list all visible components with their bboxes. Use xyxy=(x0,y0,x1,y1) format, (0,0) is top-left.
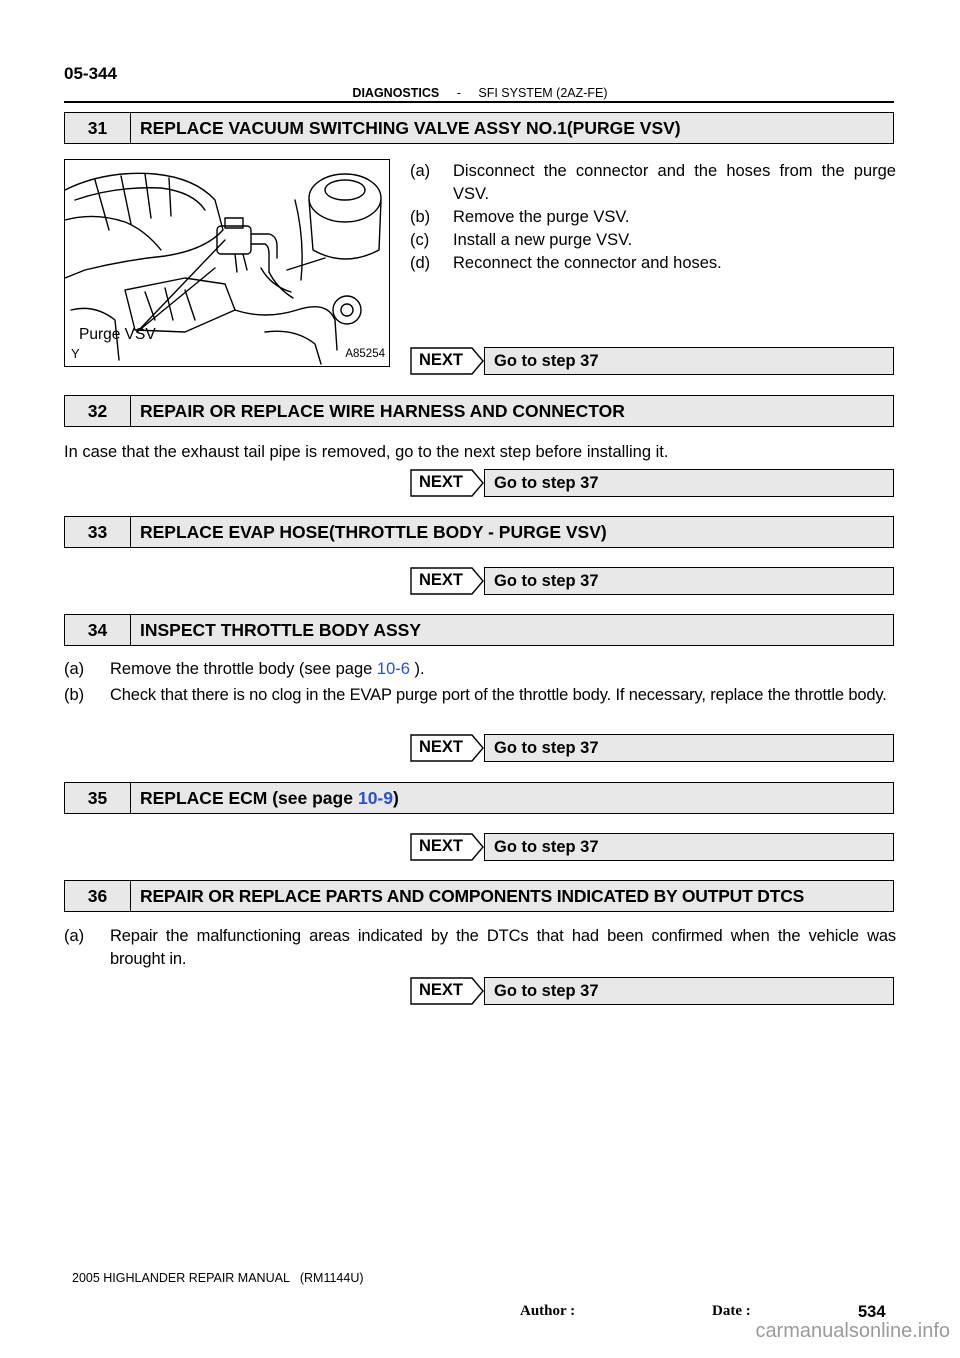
item-text: Install a new purge VSV. xyxy=(453,231,633,249)
item-text-after: ). xyxy=(409,660,425,678)
next-button[interactable] xyxy=(410,347,484,375)
list-item xyxy=(410,252,896,275)
next-label: NEXT xyxy=(419,351,464,369)
header-rule xyxy=(64,101,894,103)
step-number: 32 xyxy=(65,396,131,426)
step-title xyxy=(131,783,893,813)
next-label: NEXT xyxy=(419,837,464,855)
item-label: (b) xyxy=(64,686,85,704)
list-item xyxy=(64,925,896,971)
item-text: Remove the purge VSV. xyxy=(453,208,630,226)
next-button[interactable] xyxy=(410,833,484,861)
step-note: In case that the exhaust tail pipe is removed, go to the next step before installing it. xyxy=(64,443,669,461)
footer-page-number: 534 xyxy=(858,1303,886,1321)
step-33-header xyxy=(64,516,894,548)
item-text xyxy=(110,658,425,681)
step-title: INSPECT THROTTLE BODY ASSY xyxy=(140,619,421,640)
item-label: (a) xyxy=(64,927,85,945)
item-text: Disconnect the connector and the hoses from the purge VSV. xyxy=(453,162,896,203)
next-label: NEXT xyxy=(419,571,464,589)
list-item xyxy=(64,658,896,681)
header-subsection: SFI SYSTEM (2AZ-FE) xyxy=(478,86,608,100)
item-text: Reconnect the connector and hoses. xyxy=(453,254,722,272)
figure-y-mark: Y xyxy=(71,346,80,361)
step-title-before: REPLACE ECM (see page xyxy=(140,787,353,808)
page-link[interactable]: 10-9 xyxy=(357,787,393,808)
step-31-header xyxy=(64,112,894,144)
watermark: carmanualsonline.info xyxy=(755,1320,950,1342)
item-text-before: Remove the throttle body (see page xyxy=(110,660,377,678)
next-row xyxy=(410,977,894,1005)
item-label: (a) xyxy=(64,660,85,678)
next-row xyxy=(410,734,894,762)
step-title: REPLACE EVAP HOSE(THROTTLE BODY - PURGE VSV) xyxy=(140,521,607,542)
list-item xyxy=(410,160,896,206)
goto-step-link[interactable]: Go to step 37 xyxy=(484,469,894,497)
list-item xyxy=(64,684,896,730)
header-section: DIAGNOSTICS xyxy=(352,86,440,100)
next-button[interactable] xyxy=(410,734,484,762)
step-35-header xyxy=(64,782,894,814)
step-number: 31 xyxy=(65,113,131,143)
next-label: NEXT xyxy=(419,473,464,491)
step-number: 36 xyxy=(65,881,131,911)
item-text: Repair the malfunctioning areas indicated by the DTCs that had been confirmed when the vehicle was brought in. xyxy=(110,927,896,968)
item-label: (b) xyxy=(410,208,431,226)
header-dash: - xyxy=(456,86,461,100)
goto-step-link[interactable]: Go to step 37 xyxy=(484,977,894,1005)
item-text: Check that there is no clog in the EVAP purge port of the throttle body. If necessary, replace the throttle body. xyxy=(110,686,887,704)
step-34-header xyxy=(64,614,894,646)
goto-step-link[interactable]: Go to step 37 xyxy=(484,567,894,595)
next-label: NEXT xyxy=(419,981,464,999)
step-number: 35 xyxy=(65,783,131,813)
page-link[interactable]: 10-6 xyxy=(376,660,410,678)
next-row xyxy=(410,833,894,861)
step-title: REPAIR OR REPLACE PARTS AND COMPONENTS INDICATED BY OUTPUT DTCS xyxy=(140,885,805,906)
step-number: 34 xyxy=(65,615,131,645)
goto-step-link[interactable]: Go to step 37 xyxy=(484,734,894,762)
next-label: NEXT xyxy=(419,738,464,756)
list-item xyxy=(410,229,896,252)
purge-vsv-illustration xyxy=(64,159,390,367)
step-title: REPAIR OR REPLACE WIRE HARNESS AND CONNECTOR xyxy=(140,400,625,421)
figure-code: A85254 xyxy=(345,348,385,360)
purge-vsv-callout: Purge VSV xyxy=(79,326,156,343)
item-label: (c) xyxy=(410,231,430,249)
list-item xyxy=(410,206,896,229)
footer-author-label: Author : xyxy=(520,1303,576,1319)
next-row xyxy=(410,469,894,497)
footer-manual-title: 2005 HIGHLANDER REPAIR MANUAL (RM1144U) xyxy=(72,1271,364,1285)
footer-date-label: Date : xyxy=(712,1303,751,1319)
next-button[interactable] xyxy=(410,469,484,497)
next-row xyxy=(410,567,894,595)
step-title-after: ) xyxy=(393,787,399,808)
step-36-header xyxy=(64,880,894,912)
step-32-header xyxy=(64,395,894,427)
goto-step-link[interactable]: Go to step 37 xyxy=(484,833,894,861)
item-label: (d) xyxy=(410,254,431,272)
next-row xyxy=(410,347,894,375)
goto-step-link[interactable]: Go to step 37 xyxy=(484,347,894,375)
next-button[interactable] xyxy=(410,977,484,1005)
step-title: REPLACE VACUUM SWITCHING VALVE ASSY NO.1(PURGE VSV) xyxy=(140,117,681,138)
next-button[interactable] xyxy=(410,567,484,595)
page-number: 05-344 xyxy=(64,64,117,83)
running-header xyxy=(0,86,960,100)
step-number: 33 xyxy=(65,517,131,547)
item-label: (a) xyxy=(410,162,431,180)
